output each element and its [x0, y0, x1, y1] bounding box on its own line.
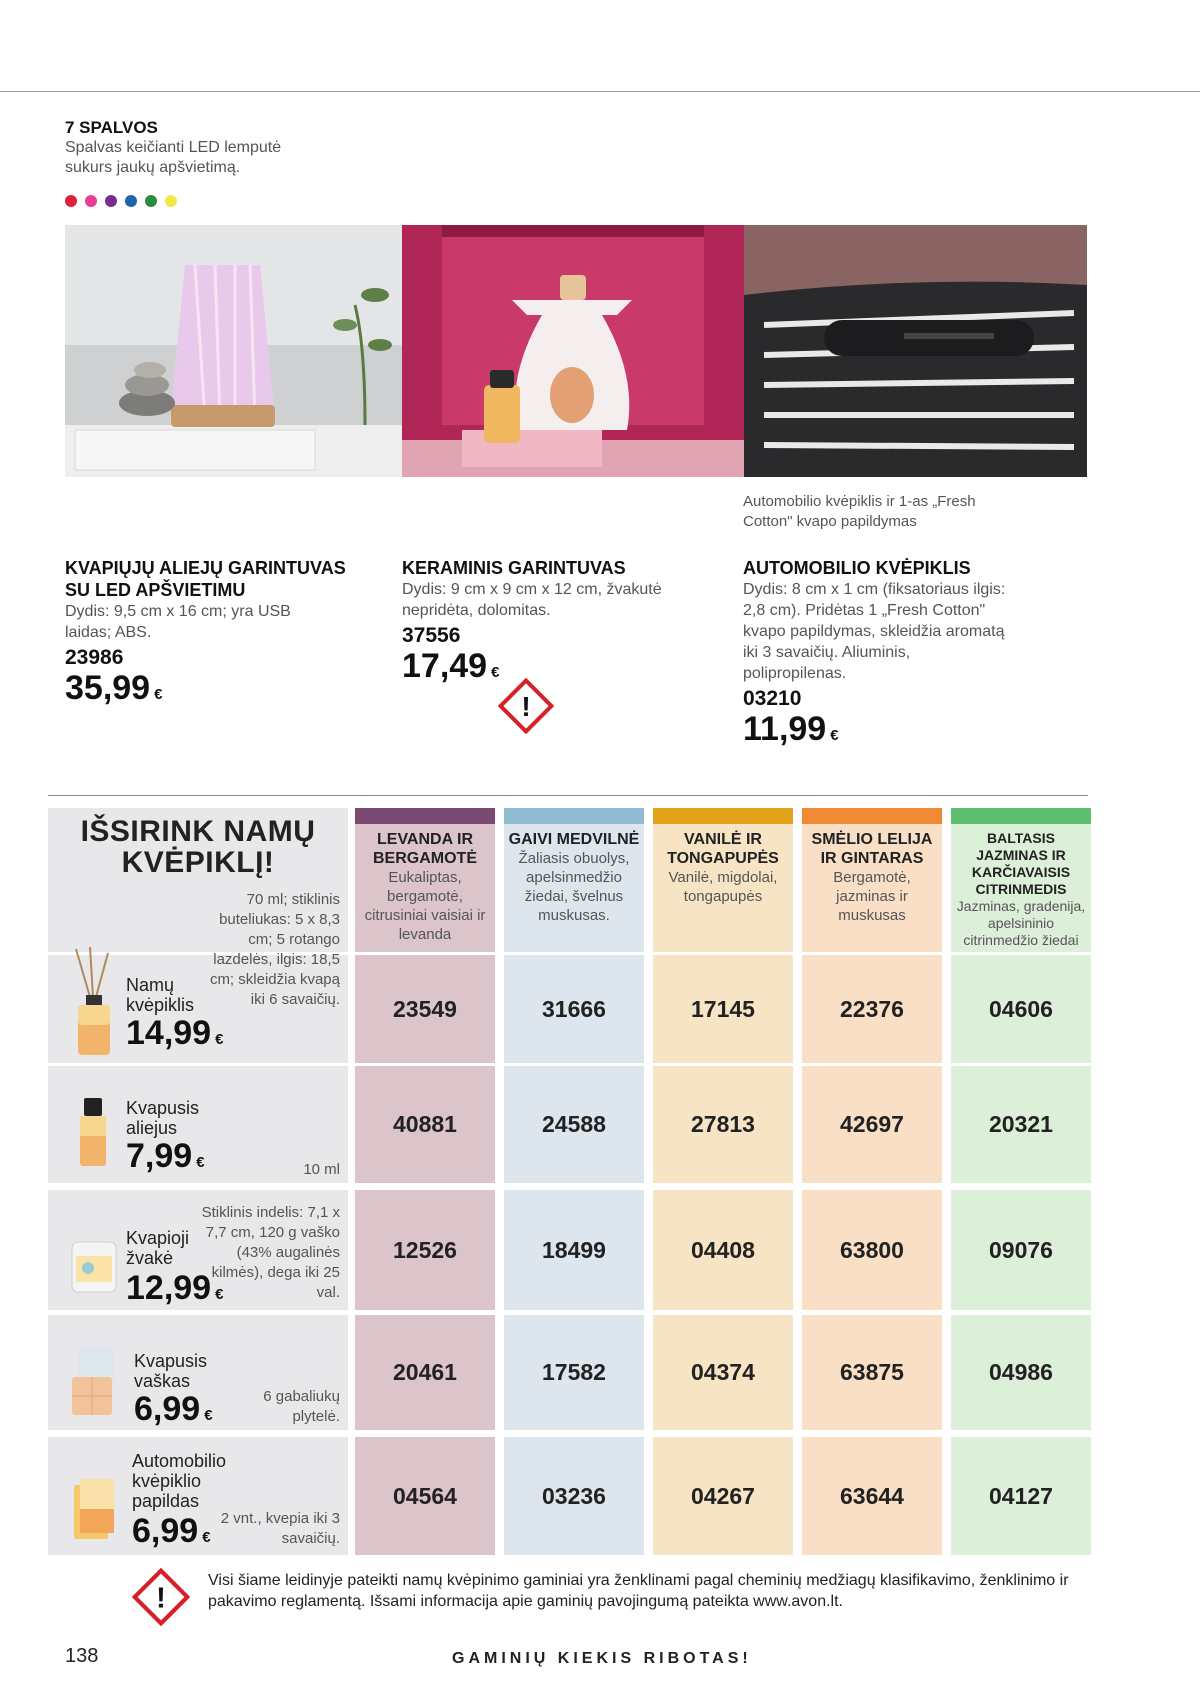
product-code-cell: 12526 [355, 1190, 495, 1310]
column-header [951, 808, 1091, 952]
product-code-cell: 04606 [951, 955, 1091, 1063]
product-code-cell: 40881 [355, 1066, 495, 1183]
product-description: Dydis: 9,5 cm x 16 cm; yra USB laidas; ABS. [65, 603, 291, 641]
fragrance-oil-image [78, 1098, 108, 1171]
feature-description: Spalvas keičianti LED lemputė sukurs jaukų apšvietimą. [65, 139, 282, 176]
reed-diffuser-image [68, 947, 118, 1064]
car-refill-image [74, 1479, 114, 1544]
product-diffuser [65, 557, 365, 713]
column-name: SMĖLIO LELIJA IR GINTARAS [811, 831, 933, 867]
column-header [355, 808, 495, 952]
row-label-car-refill [48, 1437, 348, 1555]
row-name: Automobilio kvėpiklio papildas [132, 1451, 227, 1511]
product-code-cell: 63875 [802, 1315, 942, 1430]
column-notes: Jazminas, gradenija, apelsininio citrinmedžio žiedai [956, 898, 1086, 948]
color-dot [105, 195, 117, 207]
middle-divider [48, 795, 1088, 796]
row-description: 10 ml [303, 1161, 340, 1178]
svg-text:!: ! [156, 1582, 166, 1615]
feature-title: 7 SPALVOS [65, 118, 158, 137]
product-code-cell: 31666 [504, 955, 644, 1063]
product-code-cell: 04127 [951, 1437, 1091, 1555]
row-label-scented-candle [48, 1190, 348, 1310]
product-name: KVAPIŲJŲ ALIEJŲ GARINTUVAS SU LED APŠVIETIMU [65, 558, 346, 600]
product-name: KERAMINIS GARINTUVAS [402, 558, 626, 578]
column-notes: Bergamotė, jazminas ir muskusas [833, 869, 911, 924]
car-freshener-caption: Automobilio kvėpiklis ir 1-as „Fresh Cotton" kvapo papildymas [743, 493, 976, 530]
product-code-cell: 04986 [951, 1315, 1091, 1430]
product-code-cell: 09076 [951, 1190, 1091, 1310]
table-title: IŠSIRINK NAMŲ KVĖPIKLĮ! [80, 815, 316, 879]
row-price: 7,99 € [126, 1137, 205, 1175]
column-header [653, 808, 793, 952]
product-code-cell: 42697 [802, 1066, 942, 1183]
row-name: Kvapusis aliejus [126, 1098, 200, 1138]
product-code-cell: 04267 [653, 1437, 793, 1555]
column-name: LEVANDA IR BERGAMOTĖ [373, 831, 477, 867]
color-dot [65, 195, 77, 207]
row-label-fragrance-oil [48, 1066, 348, 1183]
product-code-cell: 24588 [504, 1066, 644, 1183]
product-code: 37556 [402, 624, 461, 647]
row-price: 14,99 € [126, 1014, 224, 1052]
column-notes: Vanilė, migdolai, tongapupės [668, 869, 778, 905]
scented-candle-image [70, 1238, 118, 1299]
column-name: BALTASIS JAZMINAS IR KARČIAVAISIS CITRINMEDIS [971, 830, 1071, 897]
hazard-warning-icon [132, 1568, 190, 1631]
color-dot [85, 195, 97, 207]
column-header [504, 808, 644, 952]
product-code-cell: 20461 [355, 1315, 495, 1430]
row-label-wax-melts [48, 1315, 348, 1430]
ceramic-burner-photo [402, 225, 744, 477]
hazard-warning-icon [498, 678, 554, 739]
car-freshener-photo [744, 225, 1087, 477]
color-dot [125, 195, 137, 207]
row-name: Namų kvėpiklis [126, 975, 195, 1015]
product-code-cell: 20321 [951, 1066, 1091, 1183]
limited-quantity-note: GAMINIŲ KIEKIS RIBOTAS! [452, 1650, 752, 1667]
product-code: 03210 [743, 687, 802, 710]
diffuser-photo [65, 225, 402, 477]
row-price: 6,99 € [132, 1512, 211, 1550]
color-dot [145, 195, 157, 207]
product-code-cell: 17582 [504, 1315, 644, 1430]
row-description: 6 gabaliukų plytelė. [263, 1388, 340, 1425]
column-name: GAIVI MEDVILNĖ [508, 831, 640, 848]
product-code-cell: 04564 [355, 1437, 495, 1555]
product-code-cell: 63644 [802, 1437, 942, 1555]
product-code-cell: 03236 [504, 1437, 644, 1555]
product-description: Dydis: 9 cm x 9 cm x 12 cm, žvakutė nepridėta, dolomitas. [402, 581, 662, 619]
wax-melts-image [70, 1347, 120, 1422]
column-notes: Eukaliptas, bergamotė, citrusiniai vaisiai ir levanda [364, 869, 486, 943]
color-dots [65, 195, 177, 207]
product-price: 17,49 € [402, 647, 500, 685]
product-ceramic-burner [402, 557, 702, 691]
product-code-cell: 27813 [653, 1066, 793, 1183]
row-name: Kvapusis vaškas [134, 1351, 208, 1391]
column-name: VANILĖ IR TONGAPUPĖS [667, 831, 779, 867]
product-price: 11,99 € [743, 710, 839, 748]
column-notes: Žaliasis obuolys, apelsinmedžio žiedai, švelnus muskusas. [518, 850, 630, 924]
row-description: 2 vnt., kvepia iki 3 savaičių. [220, 1510, 340, 1547]
row-price: 12,99 € [126, 1269, 224, 1307]
color-dot [165, 195, 177, 207]
product-code-cell: 17145 [653, 955, 793, 1063]
product-car-freshener [743, 557, 1043, 754]
page-number: 138 [65, 1645, 99, 1667]
product-code-cell: 04408 [653, 1190, 793, 1310]
product-code-cell: 22376 [802, 955, 942, 1063]
product-price: 35,99 € [65, 669, 163, 707]
column-header [802, 808, 942, 952]
product-code-cell: 18499 [504, 1190, 644, 1310]
svg-text:!: ! [521, 691, 531, 722]
top-divider [0, 91, 1200, 92]
product-name: AUTOMOBILIO KVĖPIKLIS [743, 558, 971, 578]
product-code-cell: 63800 [802, 1190, 942, 1310]
row-description: 70 ml; stiklinis buteliukas: 5 x 8,3 cm; 5 rotango lazdelės, ilgis: 18,5 cm; skleidžia kvapą iki 6 savaičių. [209, 891, 340, 1008]
hazard-footnote: Visi šiame leidinyje pateikti namų kvėpinimo gaminiai yra ženklinami pagal cheminių medžiagų klasifikavimo, ženklinimo ir pakavimo reglamentą. Išsami informacija apie gaminių pavojingumą pateikta www.avon.lt. [208, 1572, 1069, 1610]
product-description: Dydis: 8 cm x 1 cm (fiksatoriaus ilgis: 2,8 cm). Pridėtas 1 „Fresh Cotton" kvapo papildymas, skleidžia aromatą iki 3 savaičių. Aliuminis, polipropilenas. [743, 581, 1006, 682]
product-code-cell: 04374 [653, 1315, 793, 1430]
product-code: 23986 [65, 646, 124, 669]
row-description: Stiklinis indelis: 7,1 x 7,7 cm, 120 g vaško (43% augalinės kilmės), dega iki 25 val. [201, 1204, 340, 1301]
row-price: 6,99 € [134, 1390, 213, 1428]
product-code-cell: 23549 [355, 955, 495, 1063]
row-name: Kvapioji žvakė [126, 1228, 190, 1268]
